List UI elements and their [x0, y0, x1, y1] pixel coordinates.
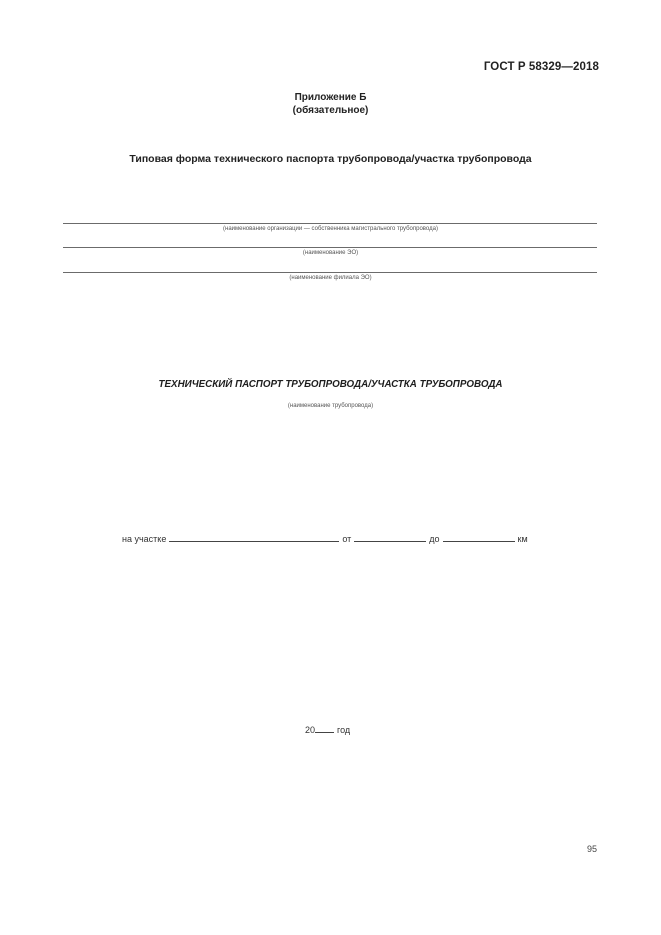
- operating-organization-field[interactable]: [63, 247, 597, 248]
- km-unit: км: [517, 534, 528, 544]
- appendix-heading: [0, 91, 661, 117]
- branch-caption: (наименование филиала ЭО): [289, 275, 372, 281]
- owner-organization-caption: (наименование организации — собственника магистрального трубопровода): [223, 226, 438, 232]
- owner-organization-field[interactable]: [63, 223, 597, 224]
- appendix-title: Приложение Б: [294, 92, 367, 103]
- to-label: до: [429, 534, 440, 544]
- to-km-blank[interactable]: [443, 533, 515, 542]
- year-blank[interactable]: [315, 724, 334, 733]
- appendix-status: (обязательное): [292, 105, 369, 116]
- passport-title: ТЕХНИЧЕСКИЙ ПАСПОРТ ТРУБОПРОВОДА/УЧАСТКА ТРУБОПРОВОДА: [158, 379, 503, 390]
- year-prefix: 20: [305, 725, 316, 735]
- from-label: от: [342, 534, 352, 544]
- year-suffix: год: [337, 725, 351, 735]
- pipeline-name-caption: (наименование трубопровода): [287, 403, 374, 409]
- branch-field[interactable]: [63, 272, 597, 273]
- from-km-blank[interactable]: [354, 533, 426, 542]
- page-number: 95: [587, 844, 598, 854]
- segment-row: [122, 533, 528, 544]
- year-row: [305, 724, 350, 735]
- form-title: Типовая форма технического паспорта трубопровода/участка трубопровода: [129, 153, 532, 165]
- operating-organization-caption: (наименование ЭО): [302, 250, 359, 256]
- segment-name-blank[interactable]: [169, 533, 339, 542]
- standard-code: ГОСТ Р 58329—2018: [483, 61, 599, 73]
- segment-prefix: на участке: [122, 534, 167, 544]
